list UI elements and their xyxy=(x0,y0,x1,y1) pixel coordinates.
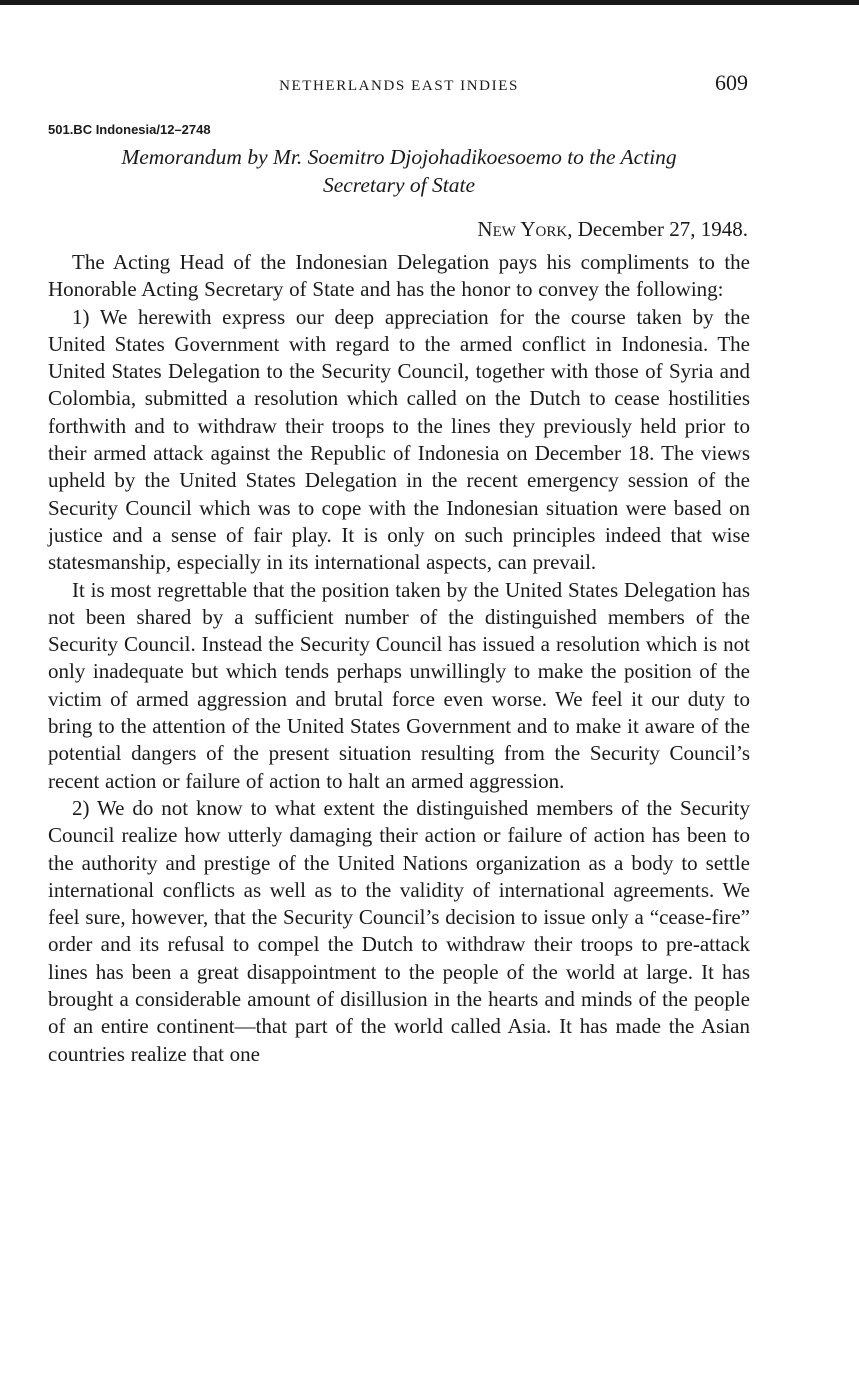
document-title-line-2: Secretary of State xyxy=(322,173,476,197)
paragraph-point-2: 2) We do not know to what extent the distinguished members of the Security Council realize how utterly damaging their action or failure of action has been to the authority and prestige of the United Nations organization as a body to settle international conflicts as well as to the validity of international agreements. We feel sure, however, that the Security Council’s decision to issue only a “cease-fire” order and its refusal to compel the Dutch to withdraw their troops to pre-attack lines has been a great disappointment to the people of the world at large. It has brought a considerable amount of disillusion in the hearts and minds of the people of an entire continent—that part of the world called Asia. It has made the Asian countries realize that one xyxy=(48,795,750,1066)
file-reference: 501.BC Indonesia/12–2748 xyxy=(48,122,211,137)
running-head-title: NETHERLANDS EAST INDIES xyxy=(279,78,519,94)
paragraph-regret: It is most regrettable that the position taken by the United States Delegation has not been shared by a sufficient number of the distinguished members of the Security Council. Instead the Security Council has issued a resolution which is not only inadequate but which tends perhaps unwillingly to make the position of the victim of armed aggression and brutal force even worse. We feel it our duty to bring to the attention of the United States Government and to make it aware of the potential dangers of the present situation resulting from the Security Council’s recent action or failure of action to halt an armed aggression. xyxy=(48,577,750,793)
paragraph-opening: The Acting Head of the Indonesian Delegation pays his compliments to the Honorable Acting Secretary of State and has the honor to convey the following: xyxy=(48,250,750,302)
document-title xyxy=(48,143,750,199)
paragraph-point-1: 1) We herewith express our deep appreciation for the course taken by the United States Government with regard to the armed conflict in Indonesia. The United States Delegation to the Security Council, together with those of Syria and Colombia, submitted a resolution which called on the Dutch to cease hostilities forthwith and to withdraw their troops to the lines they previously held prior to their armed attack against the Republic of Indonesia on December 18. The views upheld by the United States Delegation in the recent emergency session of the Security Council which was to cope with the Indonesian situation were based on justice and a sense of fair play. It is only on such principles indeed that wise statesmanship, especially in its international aspects, can prevail. xyxy=(48,304,750,575)
dateline xyxy=(48,215,750,243)
document-page xyxy=(48,70,750,1068)
dateline-place: New York, xyxy=(477,217,573,241)
memorandum-body xyxy=(48,249,750,1068)
dateline-date: December 27, 1948. xyxy=(577,217,748,241)
document-title-line-1: Memorandum by Mr. Soemitro Djojohadikoesoemo to the Acting xyxy=(121,145,677,169)
running-head xyxy=(48,70,750,104)
page-number: 609 xyxy=(715,70,748,95)
top-border-rule xyxy=(0,0,859,5)
